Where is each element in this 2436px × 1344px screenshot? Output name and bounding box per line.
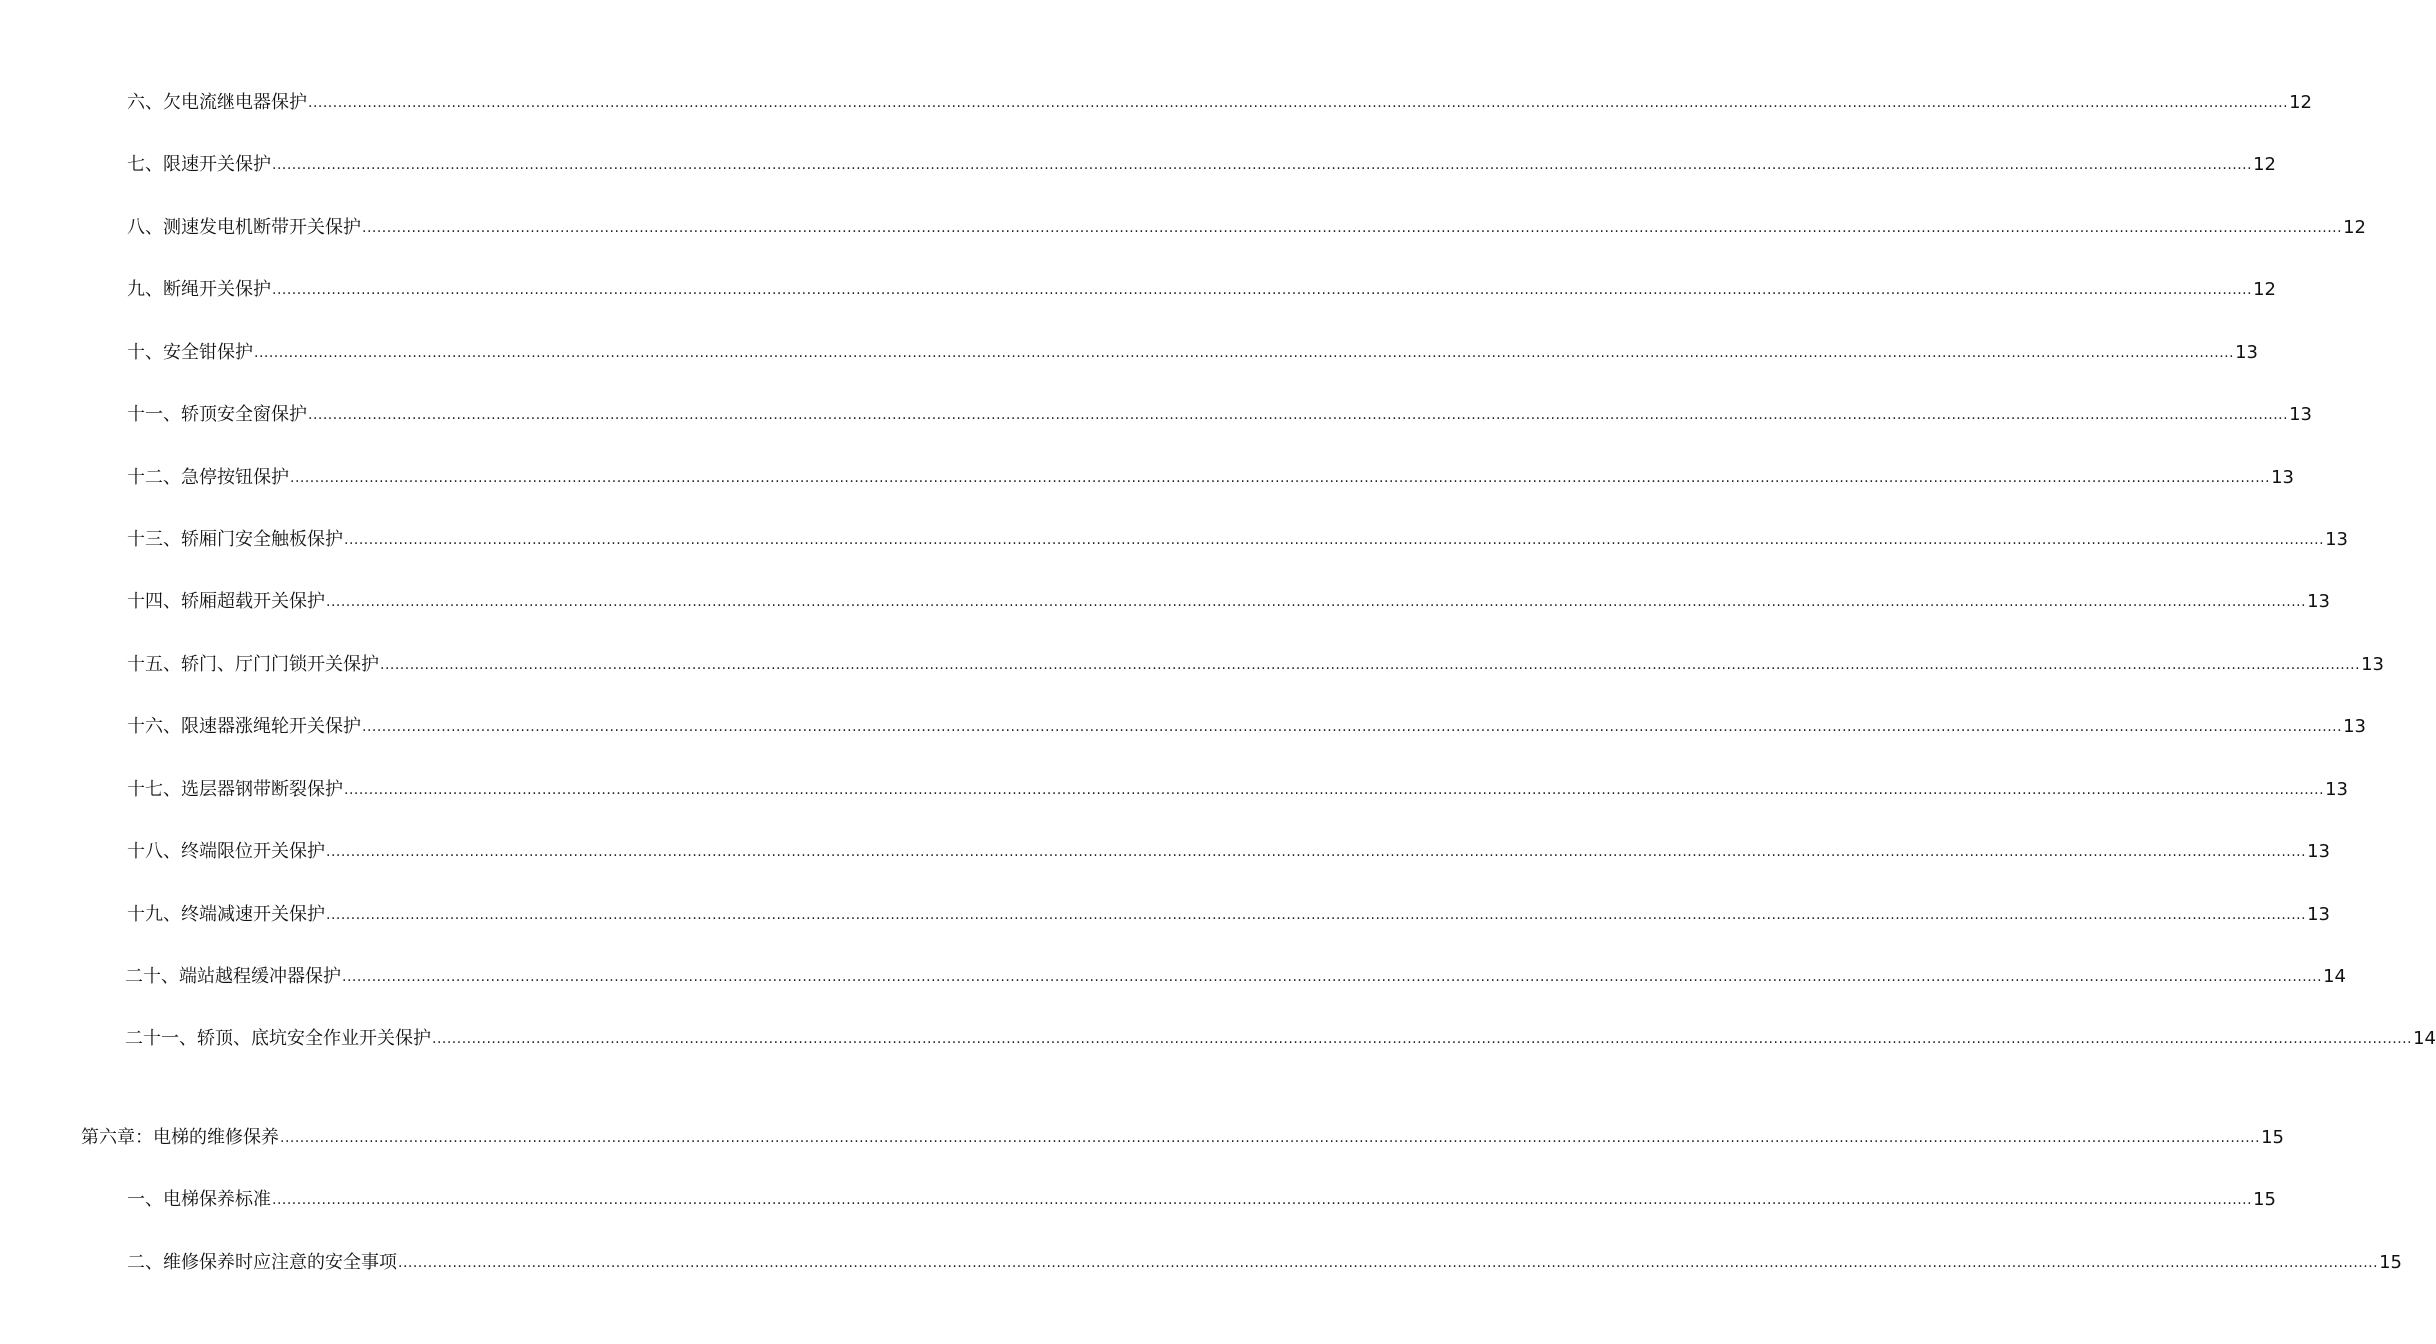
toc-dot-leader: ................................................................................................................................................................................................................................................................................................................................................................................................................ xyxy=(362,719,2343,735)
toc-entry-title: 七、限速开关保护 xyxy=(127,154,271,175)
toc-dot-leader: ................................................................................................................................................................................................................................................................................................................................................................................................................ xyxy=(290,470,2271,486)
toc-page-number: 15 xyxy=(2253,1189,2276,1210)
toc-chapter-entry[interactable] xyxy=(81,1123,2284,1149)
toc-page-number: 12 xyxy=(2343,217,2366,238)
toc-entry-title: 六、欠电流继电器保护 xyxy=(127,92,307,113)
toc-entry-title: 二十、端站越程缓冲器保护 xyxy=(125,966,341,987)
toc-entry-title: 十三、轿厢门安全触板保护 xyxy=(127,529,343,550)
toc-entry-title: 第六章：电梯的维修保养 xyxy=(81,1127,279,1148)
toc-page-number: 13 xyxy=(2343,716,2366,737)
toc-dot-leader: ................................................................................................................................................................................................................................................................................................................................................................................................................ xyxy=(280,1130,2261,1146)
toc-entry[interactable] xyxy=(125,1024,2436,1050)
toc-dot-leader: ................................................................................................................................................................................................................................................................................................................................................................................................................ xyxy=(326,907,2307,923)
toc-dot-leader: ................................................................................................................................................................................................................................................................................................................................................................................................................ xyxy=(342,969,2323,985)
toc-entry[interactable] xyxy=(127,275,2276,301)
toc-page-number: 14 xyxy=(2323,966,2346,987)
toc-page-number: 12 xyxy=(2253,154,2276,175)
toc-dot-leader: ................................................................................................................................................................................................................................................................................................................................................................................................................ xyxy=(362,220,2343,236)
toc-dot-leader: ................................................................................................................................................................................................................................................................................................................................................................................................................ xyxy=(432,1031,2413,1047)
toc-page-number: 15 xyxy=(2379,1252,2402,1273)
toc-page-number: 13 xyxy=(2307,904,2330,925)
toc-page-number: 13 xyxy=(2235,342,2258,363)
toc-page-number: 12 xyxy=(2289,92,2312,113)
toc-page-number: 15 xyxy=(2261,1127,2284,1148)
toc-entry[interactable] xyxy=(127,712,2366,738)
toc-entry-title: 十一、轿顶安全窗保护 xyxy=(127,404,307,425)
toc-dot-leader: ................................................................................................................................................................................................................................................................................................................................................................................................................ xyxy=(380,657,2361,673)
toc-entry-title: 十、安全钳保护 xyxy=(127,342,253,363)
toc-dot-leader: ................................................................................................................................................................................................................................................................................................................................................................................................................ xyxy=(308,407,2289,423)
toc-entry[interactable] xyxy=(127,900,2330,926)
toc-entry[interactable] xyxy=(127,525,2348,551)
toc-entry[interactable] xyxy=(127,150,2276,176)
toc-entry[interactable] xyxy=(127,400,2312,426)
toc-entry-title: 九、断绳开关保护 xyxy=(127,279,271,300)
toc-entry[interactable] xyxy=(127,775,2348,801)
toc-page-number: 13 xyxy=(2325,529,2348,550)
toc-entry[interactable] xyxy=(127,338,2258,364)
toc-dot-leader: ................................................................................................................................................................................................................................................................................................................................................................................................................ xyxy=(308,95,2289,111)
toc-entry-title: 十二、急停按钮保护 xyxy=(127,467,289,488)
toc-entry[interactable] xyxy=(127,587,2330,613)
toc-entry[interactable] xyxy=(125,962,2346,988)
toc-dot-leader: ................................................................................................................................................................................................................................................................................................................................................................................................................ xyxy=(272,282,2253,298)
toc-entry-title: 十九、终端减速开关保护 xyxy=(127,904,325,925)
toc-entry-title: 十四、轿厢超载开关保护 xyxy=(127,591,325,612)
toc-dot-leader: ................................................................................................................................................................................................................................................................................................................................................................................................................ xyxy=(344,782,2325,798)
toc-entry[interactable] xyxy=(127,837,2330,863)
toc-page-number: 14 xyxy=(2413,1028,2436,1049)
toc-entry-title: 二十一、轿顶、底坑安全作业开关保护 xyxy=(125,1028,431,1049)
toc-dot-leader: ................................................................................................................................................................................................................................................................................................................................................................................................................ xyxy=(344,532,2325,548)
toc-entry[interactable] xyxy=(127,88,2312,114)
toc-entry[interactable] xyxy=(127,1248,2402,1274)
toc-dot-leader: ................................................................................................................................................................................................................................................................................................................................................................................................................ xyxy=(398,1255,2379,1271)
toc-entry-title: 十六、限速器涨绳轮开关保护 xyxy=(127,716,361,737)
toc-entry-title: 八、测速发电机断带开关保护 xyxy=(127,217,361,238)
toc-page-number: 13 xyxy=(2307,841,2330,862)
toc-dot-leader: ................................................................................................................................................................................................................................................................................................................................................................................................................ xyxy=(272,1192,2253,1208)
toc-dot-leader: ................................................................................................................................................................................................................................................................................................................................................................................................................ xyxy=(326,844,2307,860)
toc-entry-title: 十七、选层器钢带断裂保护 xyxy=(127,779,343,800)
toc-page-number: 13 xyxy=(2307,591,2330,612)
toc-entry-title: 十五、轿门、厅门门锁开关保护 xyxy=(127,654,379,675)
toc-page-number: 13 xyxy=(2361,654,2384,675)
toc-entry-title: 十八、终端限位开关保护 xyxy=(127,841,325,862)
toc-page-number: 13 xyxy=(2289,404,2312,425)
toc-dot-leader: ................................................................................................................................................................................................................................................................................................................................................................................................................ xyxy=(254,345,2235,361)
toc-page-number: 12 xyxy=(2253,279,2276,300)
toc-entry[interactable] xyxy=(127,463,2294,489)
toc-dot-leader: ................................................................................................................................................................................................................................................................................................................................................................................................................ xyxy=(272,157,2253,173)
toc-entry-title: 一、电梯保养标准 xyxy=(127,1189,271,1210)
toc-entry[interactable] xyxy=(127,1185,2276,1211)
toc-entry-title: 二、维修保养时应注意的安全事项 xyxy=(127,1252,397,1273)
toc-entry[interactable] xyxy=(127,650,2384,676)
toc-page-number: 13 xyxy=(2325,779,2348,800)
toc-dot-leader: ................................................................................................................................................................................................................................................................................................................................................................................................................ xyxy=(326,594,2307,610)
toc-page-number: 13 xyxy=(2271,467,2294,488)
toc-entry[interactable] xyxy=(127,213,2366,239)
